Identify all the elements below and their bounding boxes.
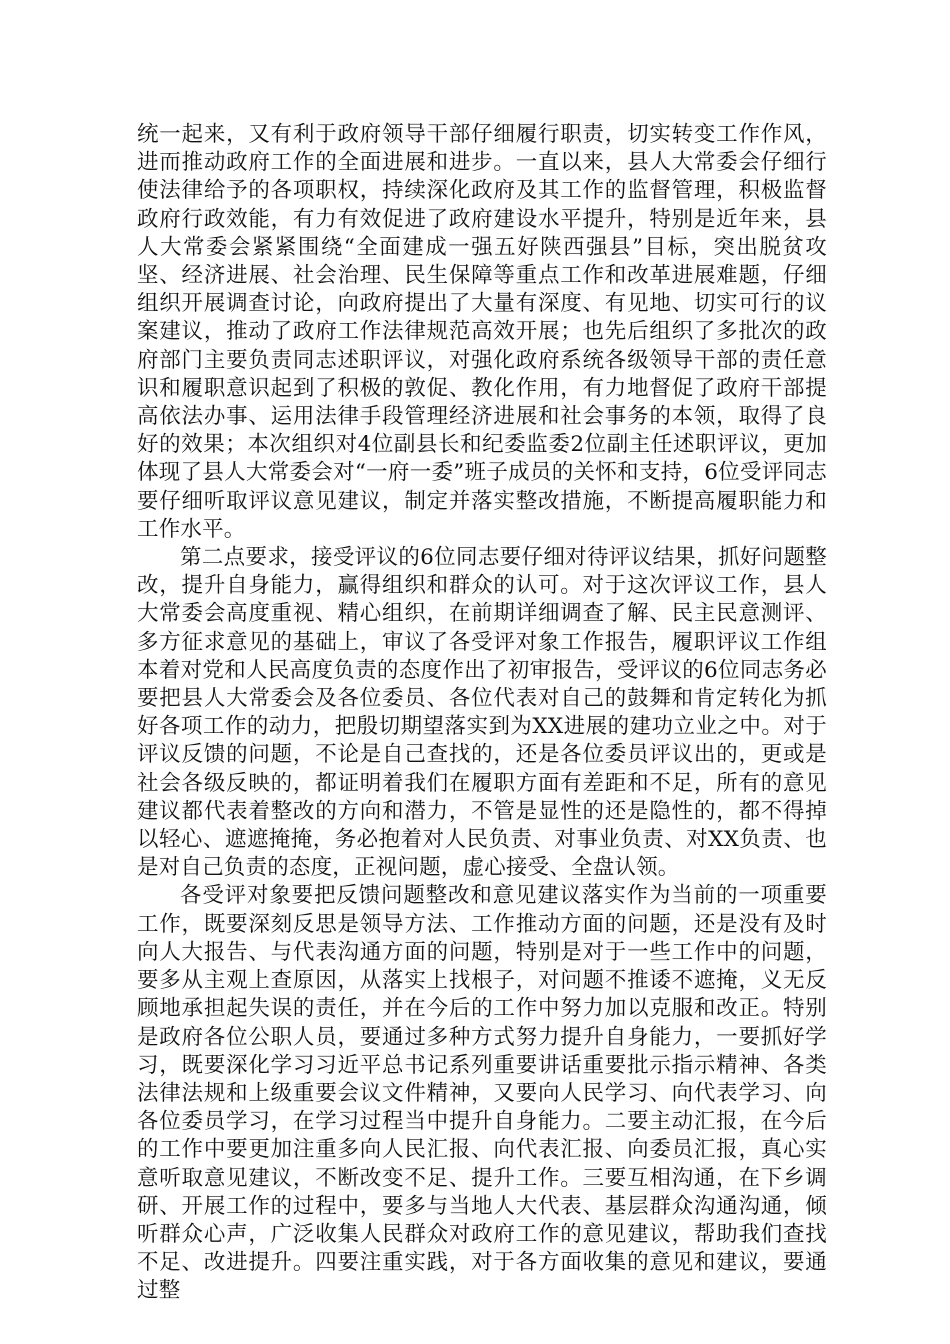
document-body [137, 121, 827, 1306]
paragraph-1: 统一起来，又有利于政府领导干部仔细履行职责，切实转变工作作风，进而推动政府工作的全面进展和进步。一直以来，县人大常委会仔细行使法律给予的各项职权，持续深化政府及其工作的监督管理，积极监督政府行政效能，有力有效促进了政府建设水平提升，特别是近年来，县人大常委会紧紧围绕“全面建成一强五好陕西强县”目标，突出脱贫攻坚、经济进展、社会治理、民生保障等重点工作和改革进展难题，仔细组织开展调查讨论，向政府提出了大量有深度、有见地、切实可行的议案建议，推动了政府工作法律规范高效开展；也先后组织了多批次的政府部门主要负责同志述职评议，对强化政府系统各级领导干部的责任意识和履职意识起到了积极的敦促、教化作用，有力地督促了政府干部提高依法办事、运用法律手段管理经济进展和社会事务的本领，取得了良好的效果；本次组织对4位副县长和纪委监委2位副主任述职评议，更加体现了县人大常委会对“一府一委”班子成员的关怀和支持，6位受评同志要仔细听取评议意见建议，制定并落实整改措施，不断提高履职能力和工作水平。 [137, 122, 827, 542]
paragraph-3: 各受评对象要把反馈问题整改和意见建议落实作为当前的一项重要工作，既要深刻反思是领导方法、工作推动方面的问题，还是没有及时向人大报告、与代表沟通方面的问题，特别是对于一些工作中的问题，要多从主观上查原因，从落实上找根子，对问题不推诿不遮掩，义无反顾地承担起失误的责任，并在今后的工作中努力加以克服和改正。特别是政府各位公职人员，要通过多种方式努力提升自身能力，一要抓好学习，既要深化学习习近平总书记系列重要讲话重要批示指示精神、各类法律法规和上级重要会议文件精神，又要向人民学习、向代表学习、向各位委员学习，在学习过程当中提升自身能力。二要主动汇报，在今后的工作中要更加注重多向人民汇报、向代表汇报、向委员汇报，真心实意听取意见建议，不断改变不足、提升工作。三要互相沟通，在下乡调研、开展工作的过程中，要多与当地人大代表、基层群众沟通沟通，倾听群众心声，广泛收集人民群众对政府工作的意见建议，帮助我们查找不足、改进提升。四要注重实践，对于各方面收集的意见和建议，要通过整 [137, 883, 827, 1304]
paragraph-2: 第二点要求，接受评议的6位同志要仔细对待评议结果，抓好问题整改，提升自身能力，赢得组织和群众的认可。对于这次评议工作，县人大常委会高度重视、精心组织，在前期详细调查了解、民主民意测评、多方征求意见的基础上，审议了各受评对象工作报告，履职评议工作组本着对党和人民高度负责的态度作出了初审报告，受评议的6位同志务必要把县人大常委会及各位委员、各位代表对自己的鼓舞和肯定转化为抓好各项工作的动力，把殷切期望落实到为XX进展的建功立业之中。对于评议反馈的问题，不论是自己查找的，还是各位委员评议出的，更或是社会各级反映的，都证明着我们在履职方面有差距和不足，所有的意见建议都代表着整改的方向和潜力，不管是显性的还是隐性的，都不得掉以轻心、遮遮掩掩，务必抱着对人民负责、对事业负责、对XX负责、也是对自己负责的态度，正视问题，虚心接受、全盘认领。 [137, 545, 827, 881]
